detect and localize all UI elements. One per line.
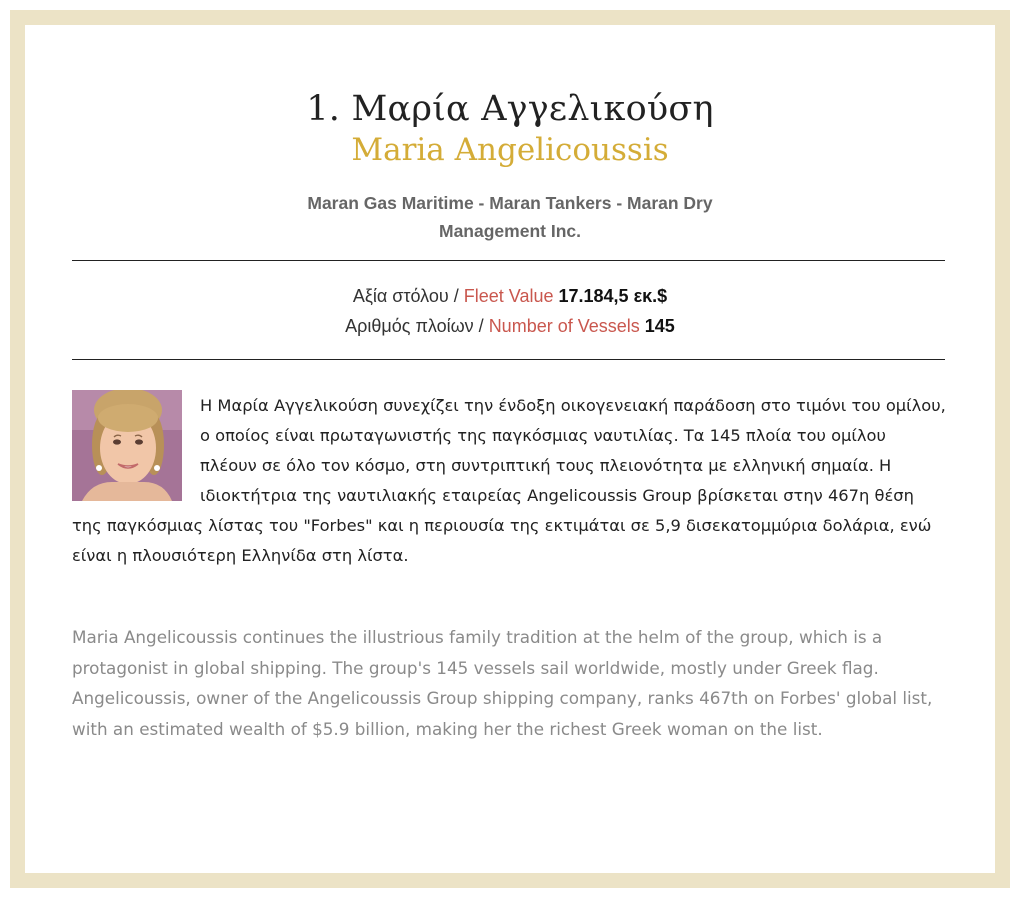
divider-bottom xyxy=(72,359,945,360)
bio-english: Maria Angelicoussis continues the illustrious family tradition at the helm of the group, which is a protagonist in global shipping. The group's 145 vessels sail worldwide, mostly under Greek flag. Angelicoussis, owner of the Angelicoussis Group shipping company, ranks 467th on Forbes' global list, with an estimated wealth of $5.9 billion, making her the richest Greek woman on the list. xyxy=(72,627,933,739)
bio-greek: Η Μαρία Αγγελικούση συνεχίζει την ένδοξη οικογενειακή παράδοση στο τιμόνι του ομίλου, ο οποίος είναι πρωταγωνιστής της παγκόσμιας ναυτιλίας. Τα 145 πλοία του ομίλου πλέουν σε όλο τον κόσμο, στη συντριπτική τους πλειονότητα με ελληνική σημαία. Η ιδιοκτήτρια της ναυτιλιακής εταιρείας Angelicoussis Group βρίσκεται στην 467η θέση της παγκόσμιας λίστας του "Forbes" και η περιουσία της εκτιμάται σε 5,9 δισεκατομμύρια δολάρια, ενώ είναι η πλουσιότερη Ελληνίδα στη λίστα. xyxy=(72,396,946,565)
vessels-count: 145 xyxy=(644,316,675,336)
divider-top xyxy=(72,260,945,261)
vessels-label-english: Number of Vessels xyxy=(488,316,640,336)
company-line-2: Management Inc. xyxy=(439,221,581,241)
vessels-label-greek: Αριθμός πλοίων / xyxy=(345,316,489,336)
company-line-1: Maran Gas Maritime - Maran Tankers - Maran Dry xyxy=(307,193,713,213)
fleet-value: 17.184,5 εκ.$ xyxy=(558,286,668,306)
profile-card xyxy=(10,10,1010,888)
company-names xyxy=(260,189,760,245)
profile-title-greek: 1. Μαρία Αγγελικούση xyxy=(306,89,714,129)
vessels-row xyxy=(25,316,995,337)
fleet-value-row xyxy=(25,286,995,307)
fleet-value-label-english: Fleet Value xyxy=(463,286,554,306)
fleet-value-label-greek: Αξία στόλου / xyxy=(352,286,464,306)
profile-title-english: Maria Angelicoussis xyxy=(351,132,669,168)
